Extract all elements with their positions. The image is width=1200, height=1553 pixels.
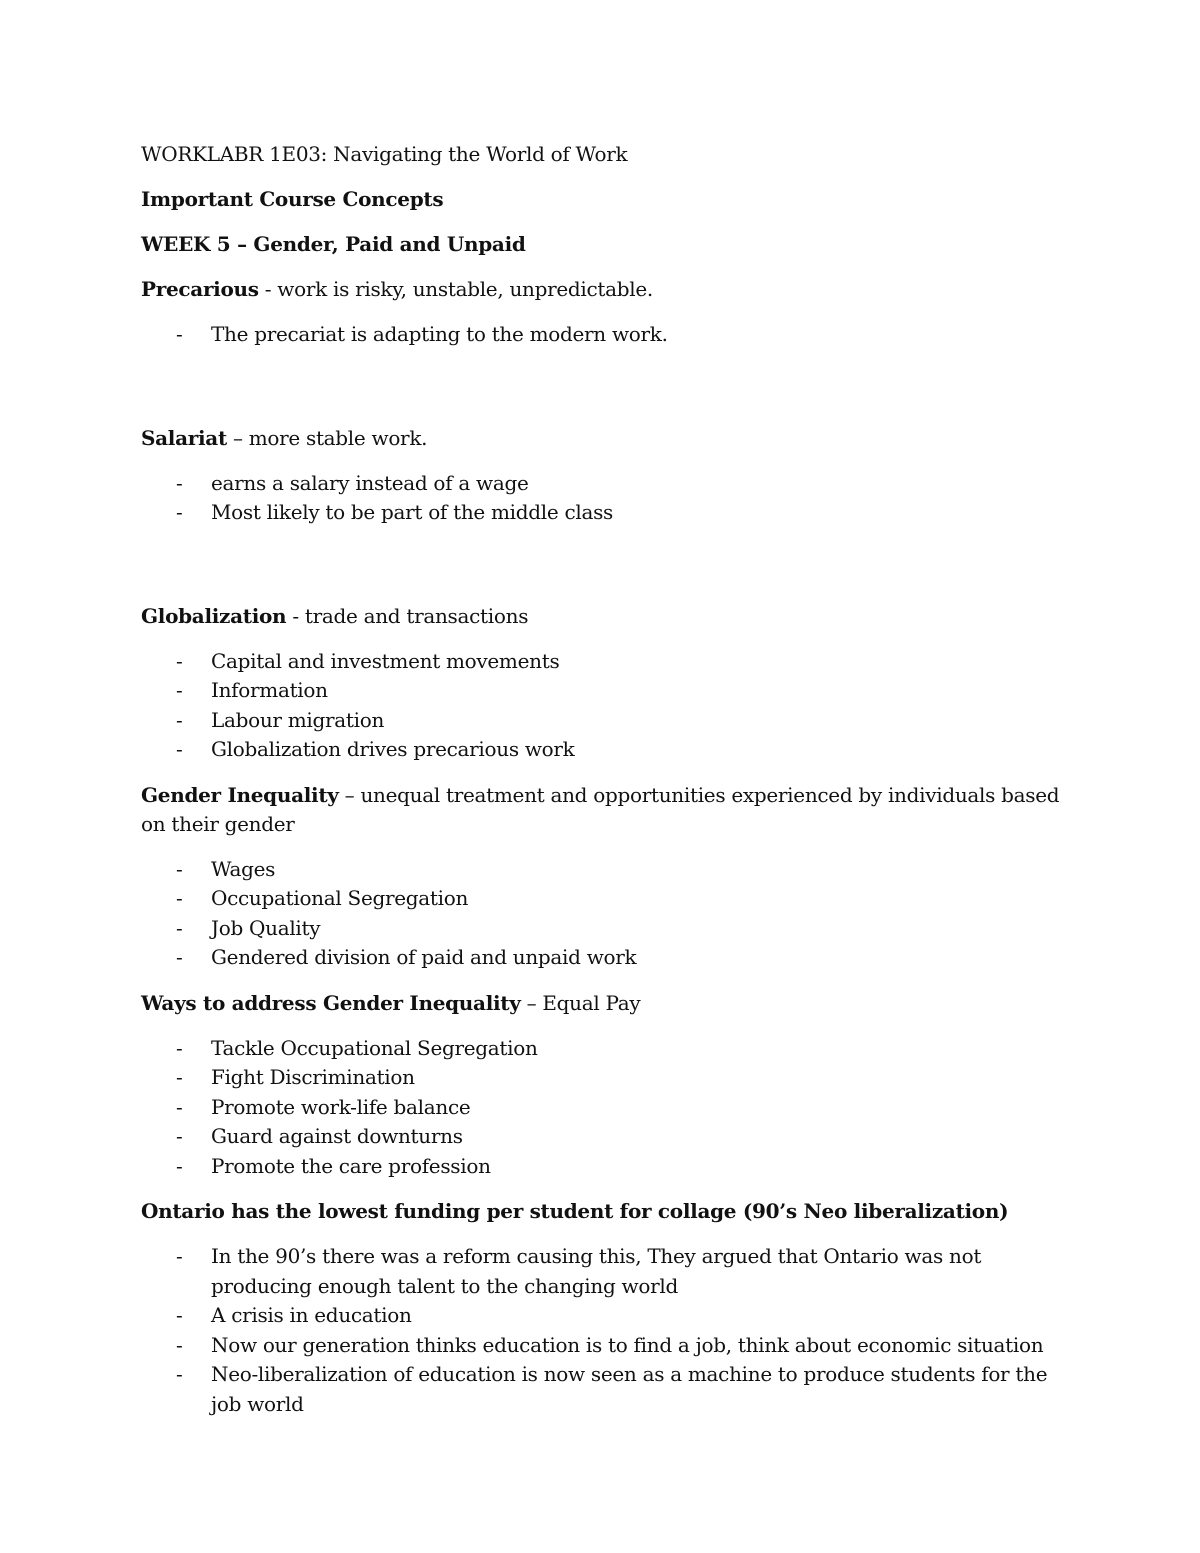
list-item: - Information [141,676,1061,706]
term-salariat [141,424,1061,453]
salariat-list [141,469,1061,528]
term-ways-to-address [141,989,1061,1018]
globalization-list [141,647,1061,765]
list-item: - Tackle Occupational Segregation [141,1034,1061,1064]
list-item: - earns a salary instead of a wage [141,469,1061,499]
list-item: - Now our generation thinks education is to find a job, think about economic situation [141,1331,1061,1361]
list-item: - Promote work-life balance [141,1093,1061,1123]
term-label: Salariat [141,425,227,450]
list-item: - Globalization drives precarious work [141,735,1061,765]
spacer [141,544,1061,602]
list-item: - Labour migration [141,706,1061,736]
list-item: - The precariat is adapting to the modern work. [141,320,1061,350]
list-item: - Neo-liberalization of education is now seen as a machine to produce students for the job world [141,1360,1061,1419]
list-item: - Occupational Segregation [141,884,1061,914]
list-item: - Most likely to be part of the middle class [141,498,1061,528]
list-item: - Job Quality [141,914,1061,944]
ways-list [141,1034,1061,1182]
term-label: Ways to address Gender Inequality [141,990,521,1015]
term-definition: - work is risky, unstable, unpredictable. [258,277,653,301]
list-item: - Capital and investment movements [141,647,1061,677]
list-item: - Gendered division of paid and unpaid work [141,943,1061,973]
term-gender-inequality [141,781,1061,839]
precarious-list [141,320,1061,350]
term-globalization [141,602,1061,631]
document-page [141,140,1061,1435]
list-item: - Wages [141,855,1061,885]
term-definition: – more stable work. [226,425,428,450]
list-item: - A crisis in education [141,1301,1061,1331]
ontario-heading: Ontario has the lowest funding per student for collage (90’s Neo liberalization) [141,1199,1009,1223]
spacer [141,366,1061,424]
list-item: - Promote the care profession [141,1152,1061,1182]
term-definition: - trade and transactions [286,603,529,628]
term-label: Globalization [141,603,287,628]
term-label: Precarious [141,277,259,301]
term-precarious [141,275,1061,304]
list-item: - Guard against downturns [141,1122,1061,1152]
course-title: WORKLABR 1E03: Navigating the World of Work [141,142,628,166]
list-item: - Fight Discrimination [141,1063,1061,1093]
document-subtitle: Important Course Concepts [141,187,444,211]
term-label: Gender Inequality [141,782,339,807]
list-item: - In the 90’s there was a reform causing this, They argued that Ontario was not producing enough talent to the changing world [141,1242,1061,1301]
week-heading: WEEK 5 – Gender, Paid and Unpaid [141,232,526,256]
term-definition: – Equal Pay [520,990,641,1015]
gender-inequality-list [141,855,1061,973]
ontario-list [141,1242,1061,1419]
term-definition: – unequal treatment and opportunities experienced by individuals based on their gender [141,782,1060,836]
